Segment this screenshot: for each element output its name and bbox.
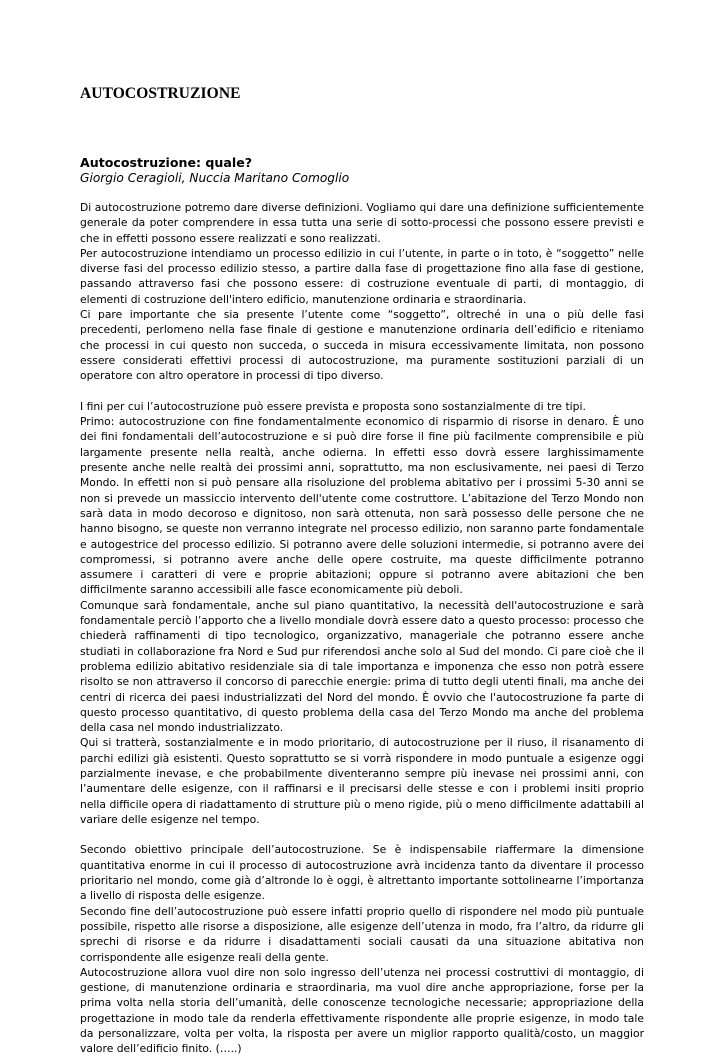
paragraph: Autocostruzione allora vuol dire non solo ingresso dell’utenza nei processi costruttivi di montaggio, di gestione, di manutenzione ordinaria e straordinaria, ma vuol dire anche appropriazione, forse per la prima volta nella storia dell’umanità, delle conoscenze tecnologiche necessarie; appropriazione della progettazione in modo tale da renderla effettivamente rispondente alle proprie esigenze, in modo tale da personalizzare, volta per volta, la risposta per avere un miglior rapporto qualità/costo, un maggior valore dell’edificio finito. (…..) — [80, 965, 644, 1056]
paragraph: I fini per cui l’autocostruzione può essere prevista e proposta sono sostanzialmente di tre tipi. — [80, 399, 586, 413]
paragraph: Ci pare importante che sia presente l’utente come “soggetto”, oltreché in una o più delle fasi precedenti, perlomeno nella fase finale di gestione e manutenzione ordinaria dell’edificio e riteniamo che processi in cui questo non succeda, o succeda in misura eccessivamente limitata, non possono essere considerati effettivi processi di autocostruzione, ma puramente sostituzioni parziali di un operatore con altro operatore in processi di tipo diverso. — [80, 308, 644, 383]
paragraph: Di autocostruzione potremo dare diverse definizioni. Vogliamo qui dare una definizione sufficientemente generale da poter comprendere in essa tutta una serie di sotto-processi che possono essere previsti e che in effetti possono essere realizzati e sono realizzati. — [80, 201, 644, 245]
document-title: AUTOCOSTRUZIONE — [80, 85, 241, 102]
paragraph: Primo: autocostruzione con fine fondamentalmente economico di risparmio di risorse in denaro. È uno dei fini fondamentali dell’autocostruzione e si può dire forse il fine più facilmente comprensibile e più largamente presente nella realtà, anche odierna. In effetti esso dovrà essere larghissimamente presente anche nelle realtà dei prossimi anni, soprattutto, ma non esclusivamente, nei paesi di Terzo Mondo. In effetti non si può pensare alla risoluzione del problema abitativo per i prossimi 5-30 anni se non si prevede un massiccio intervento dell'utente come costruttore. L’abitazione del Terzo Mondo non sarà data in modo decoroso e dignitoso, non sarà ottenuta, non sarà possesso delle persone che ne hanno bisogno, se queste non verranno integrate nel processo edilizio, non saranno parte fondamentale e autogestrice del processo edilizio. Si potranno avere delle soluzioni intermedie, si potranno avere dei compromessi, si potranno avere anche delle opere costruite, ma queste difficilmente potranno assumere i caratteri di vere e proprie abitazioni; oppure si potranno avere abitazioni che ben difficilmente saranno accessibili alle fasce economicamente più deboli. — [80, 415, 644, 597]
body-text — [80, 200, 644, 1057]
paragraph: Comunque sarà fondamentale, anche sul piano quantitativo, la necessità dell'autocostruzione e sarà fondamentale perciò l’apporto che a livello mondiale dovrà essere dato a questo processo: processo che chiederà raffinamenti di tipo tecnologico, organizzativo, manageriale che potranno essere anche studiati in collaborazione fra Nord e Sud pur riferendosi anche solo al Sud del mondo. Ci pare cioè che il problema edilizio abitativo residenziale sia di tale importanza e imponenza che esso non potrà essere risolto se non attraverso il concorso di parecchie energie: prima di tutto degli utenti finali, ma anche dei centri di ricerca dei paesi industrializzati del Nord del mondo. È ovvio che l'autocostruzione fa parte di questo processo quantitativo, di questo problema della casa del Terzo Mondo ma anche del problema della casa nel mondo industrializzato. — [80, 598, 644, 735]
section-title: Autocostruzione: quale? — [80, 155, 253, 170]
paragraph: Qui si tratterà, sostanzialmente e in modo prioritario, di autocostruzione per il riuso, il risanamento di parchi edilizi già esistenti. Questo soprattutto se si vorrà rispondere in modo puntuale a esigenze oggi parzialmente inevase, e che probabilmente diventeranno sempre più inevase nei prossimi anni, con l’aumentare delle esigenze, con il raffinarsi e il precisarsi delle stesse e con i problemi insiti proprio nella difficile opera di riadattamento di strutture più o meno rigide, più o meno difficilmente adattabili al variare delle esigenze nel tempo. — [80, 736, 644, 826]
paragraph: Secondo fine dell’autocostruzione può essere infatti proprio quello di rispondere nel modo più puntuale possibile, rispetto alle risorse a disposizione, alle esigenze dell’utenza in modo, fra l’altro, da ridurre gli sprechi di risorse e da ridurre i disadattamenti sociali causati da una situazione abitativa non corrispondente alle esigenze reali della gente. — [80, 904, 644, 964]
paragraph: Secondo obiettivo principale dell’autocostruzione. Se è indispensabile riaffermare la dimensione quantitativa enorme in cui il processo di autocostruzione avrà incidenza tanto da diventare il processo prioritario nel mondo, come già d’altronde lo è oggi, è altrettanto importante sottolinearne l’importanza a livello di risposta delle esigenze. — [80, 843, 644, 903]
paragraph: Per autocostruzione intendiamo un processo edilizio in cui l’utente, in parte o in toto, è “soggetto” nelle diverse fasi del processo edilizio stesso, a partire dalla fase di progettazione fino alla fase di gestione, passando attraverso fasi che possono essere: di costruzione eventuale di parti, di montaggio, di elementi di costruzione dell'intero edificio, manutenzione ordinaria e straordinaria. — [80, 246, 644, 306]
paragraph-spacer — [80, 384, 644, 399]
authors-line: Giorgio Ceragioli, Nuccia Maritano Comoglio — [80, 171, 350, 185]
paragraph-spacer — [80, 827, 644, 842]
